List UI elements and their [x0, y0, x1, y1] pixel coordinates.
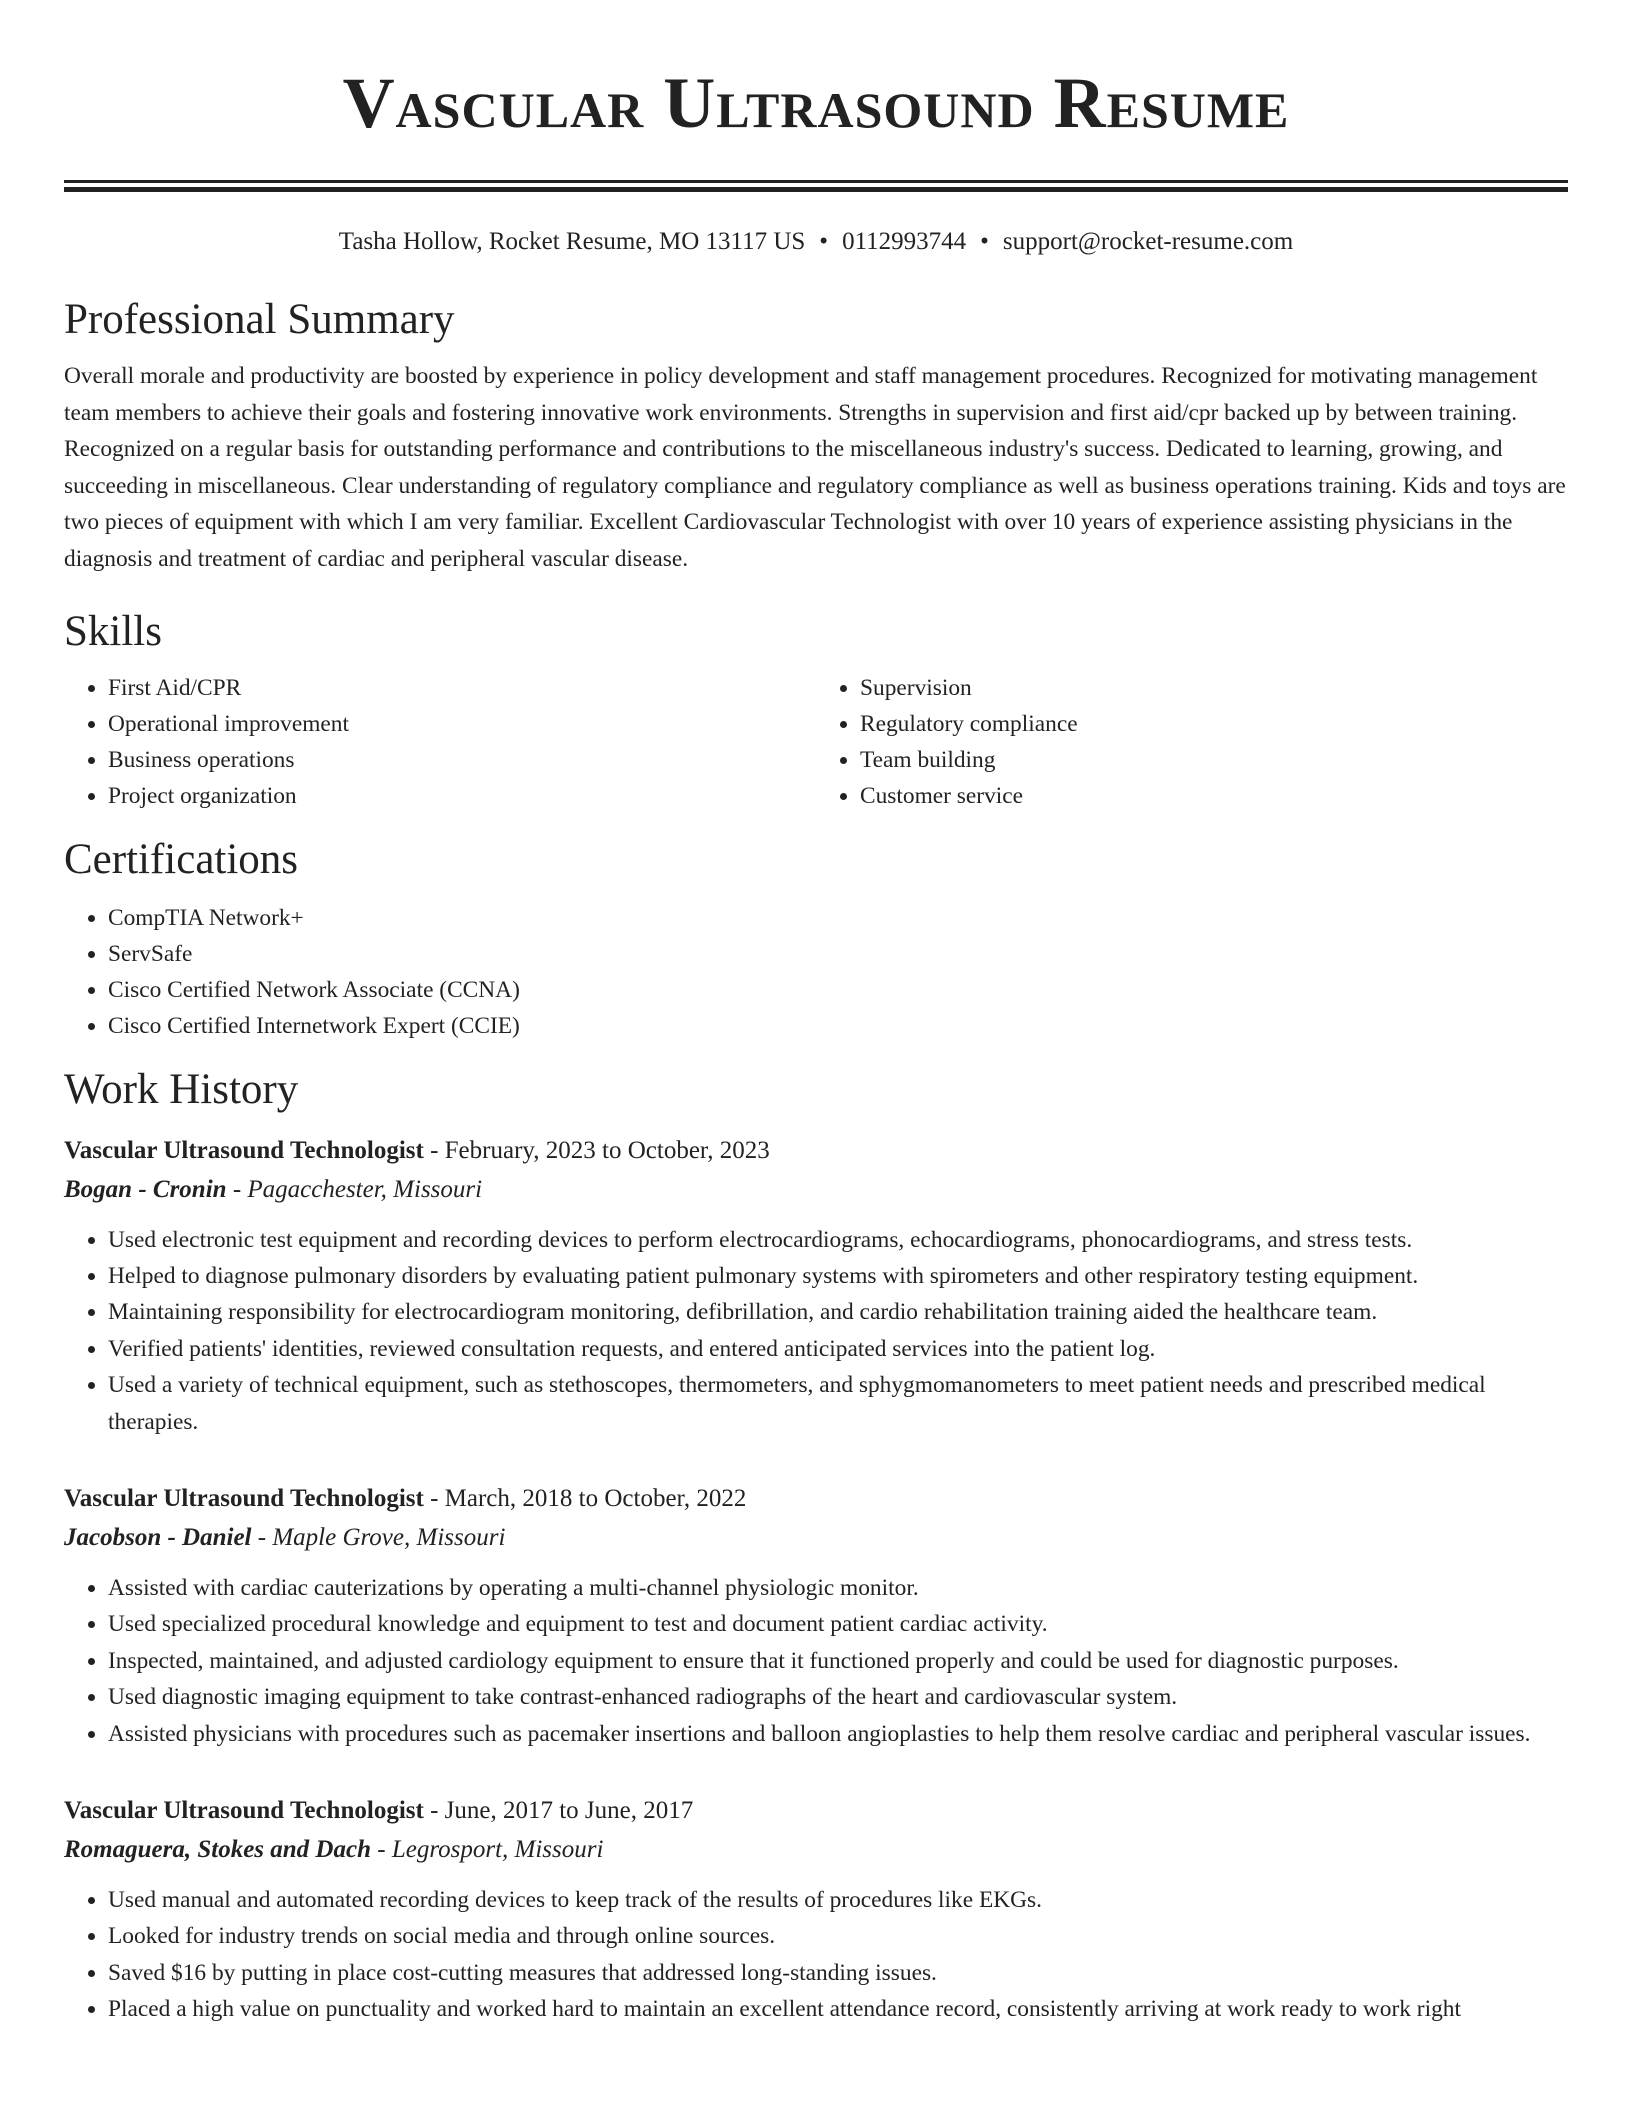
job-entry — [64, 1792, 1568, 2028]
job-bullet: • Maintaining responsibility for electrocardiogram monitoring, defibrillation, and cardio rehabilitation training aided the healthcare team. — [108, 1294, 1568, 1330]
job-bullet: • Used electronic test equipment and recording devices to perform electrocardiograms, echocardiograms, phonocardiograms, and stress tests. — [108, 1222, 1568, 1258]
job-bullet: • Assisted with cardiac cauterizations by operating a multi-channel physiologic monitor. — [108, 1570, 1568, 1606]
skills-list-right — [816, 670, 1568, 814]
certification-item: • Cisco Certified Network Associate (CCNA) — [108, 972, 1568, 1008]
job-bullet: • Verified patients' identities, reviewed consultation requests, and entered anticipated services into the patient log. — [108, 1331, 1568, 1367]
job-bullet: • Used diagnostic imaging equipment to take contrast-enhanced radiographs of the heart and cardiovascular system. — [108, 1679, 1568, 1715]
skills-list-left — [64, 670, 816, 814]
certification-item: • CompTIA Network+ — [108, 900, 1568, 936]
job-bullet: • Used manual and automated recording devices to keep track of the results of procedures like EKGs. — [108, 1882, 1568, 1918]
skill-item: • Project organization — [108, 778, 816, 814]
job-role: Vascular Ultrasound Technologist — [64, 1136, 424, 1164]
certification-item: • Cisco Certified Internetwork Expert (CCIE) — [108, 1008, 1568, 1044]
job-bullet: • Inspected, maintained, and adjusted cardiology equipment to ensure that it functioned properly and could be used for diagnostic purposes. — [108, 1643, 1568, 1679]
job-header — [64, 1132, 1568, 1170]
job-company: Romaguera, Stokes and Dach — [64, 1836, 371, 1864]
job-dash: - — [423, 1136, 445, 1164]
summary-text: Overall morale and productivity are boosted by experience in policy development and staff management procedures. Recognized for motivating management team members to achieve their goals and fostering innovative work environments. Strengths in supervision and first aid/cpr backed up by between training. Recognized on a regular basis for outstanding performance and contributions to the miscellaneous industry's success. Dedicated to learning, growing, and succeeding in miscellaneous. Clear understanding of regulatory compliance and regulatory compliance as well as business operations training. Kids and toys are two pieces of equipment with which I am very familiar. Excellent Cardiovascular Technologist with over 10 years of experience assisting physicians in the diagnosis and treatment of cardiac and peripheral vascular disease. — [64, 363, 1566, 572]
job-bullets — [64, 1222, 1568, 1440]
job-company: Bogan - Cronin — [64, 1175, 227, 1203]
job-bullet: • Placed a high value on punctuality and worked hard to maintain an excellent attendance record, consistently arriving at work ready to work right — [108, 1991, 1568, 2027]
skill-item: • Supervision — [860, 670, 1568, 706]
skills-heading: Skills — [64, 607, 162, 655]
contact-separator: • — [819, 228, 829, 255]
skill-item: • Customer service — [860, 778, 1568, 814]
job-entry — [64, 1132, 1568, 1440]
certifications-heading: Certifications — [64, 835, 299, 883]
summary-heading: Professional Summary — [64, 296, 455, 343]
job-header — [64, 1792, 1568, 1830]
contact-address: Tasha Hollow, Rocket Resume, MO 13117 US — [338, 228, 806, 255]
contact-phone: 0112993744 — [842, 228, 967, 255]
job-bullet: • Used specialized procedural knowledge and equipment to test and document patient cardiac activity. — [108, 1606, 1568, 1642]
work-history-section — [64, 1062, 1568, 2028]
job-role: Vascular Ultrasound Technologist — [64, 1797, 424, 1825]
job-dates: March, 2018 to October, 2022 — [444, 1485, 747, 1512]
skills-grid — [64, 670, 1568, 814]
job-dash: - — [423, 1797, 445, 1825]
title-divider — [64, 180, 1568, 192]
job-dash: - — [423, 1485, 445, 1512]
summary-section — [64, 292, 1568, 578]
contact-separator: • — [980, 228, 989, 255]
job-bullet: • Saved $16 by putting in place cost-cutting measures that addressed long-standing issues. — [108, 1955, 1568, 1991]
skill-item: • Team building — [860, 742, 1568, 778]
job-dates: February, 2023 to October, 2023 — [444, 1136, 770, 1164]
skills-section — [64, 604, 1568, 814]
job-bullet: • Helped to diagnose pulmonary disorders by evaluating patient pulmonary systems with spirometers and other respiratory testing equipment. — [108, 1258, 1568, 1294]
job-header — [64, 1480, 1568, 1518]
job-dash: - — [251, 1524, 273, 1551]
job-location: Legrosport, Missouri — [391, 1836, 604, 1864]
job-dash: - — [226, 1175, 248, 1203]
contact-line — [64, 226, 1568, 258]
skill-item: • Business operations — [108, 742, 816, 778]
job-employer — [64, 1518, 1568, 1558]
job-employer — [64, 1830, 1568, 1870]
certification-item: • ServSafe — [108, 936, 1568, 972]
job-location: Pagacchester, Missouri — [247, 1175, 483, 1203]
job-dash: - — [370, 1836, 392, 1864]
job-bullets — [64, 1882, 1568, 2028]
job-entry — [64, 1480, 1568, 1752]
job-bullet: • Looked for industry trends on social media and through online sources. — [108, 1918, 1568, 1954]
certifications-section — [64, 832, 1568, 1044]
job-role: Vascular Ultrasound Technologist — [64, 1485, 424, 1512]
certifications-list — [64, 900, 1568, 1044]
contact-email: support@rocket-resume.com — [1002, 228, 1294, 255]
job-company: Jacobson - Daniel — [64, 1524, 252, 1551]
skill-item: • Operational improvement — [108, 706, 816, 742]
job-employer — [64, 1170, 1568, 1210]
skill-item: • Regulatory compliance — [860, 706, 1568, 742]
resume-title: Vascular Ultrasound Resume — [342, 63, 1290, 143]
work-history-heading: Work History — [64, 1065, 299, 1113]
job-dates: June, 2017 to June, 2017 — [444, 1797, 694, 1825]
skill-item: • First Aid/CPR — [108, 670, 816, 706]
job-location: Maple Grove, Missouri — [272, 1524, 506, 1551]
job-bullet: • Assisted physicians with procedures such as pacemaker insertions and balloon angioplasties to help them resolve cardiac and peripheral vascular issues. — [108, 1716, 1568, 1752]
job-bullet: • Used a variety of technical equipment, such as stethoscopes, thermometers, and sphygmomanometers to meet patient needs and prescribed medical therapies. — [108, 1367, 1568, 1440]
job-bullets — [64, 1570, 1568, 1752]
